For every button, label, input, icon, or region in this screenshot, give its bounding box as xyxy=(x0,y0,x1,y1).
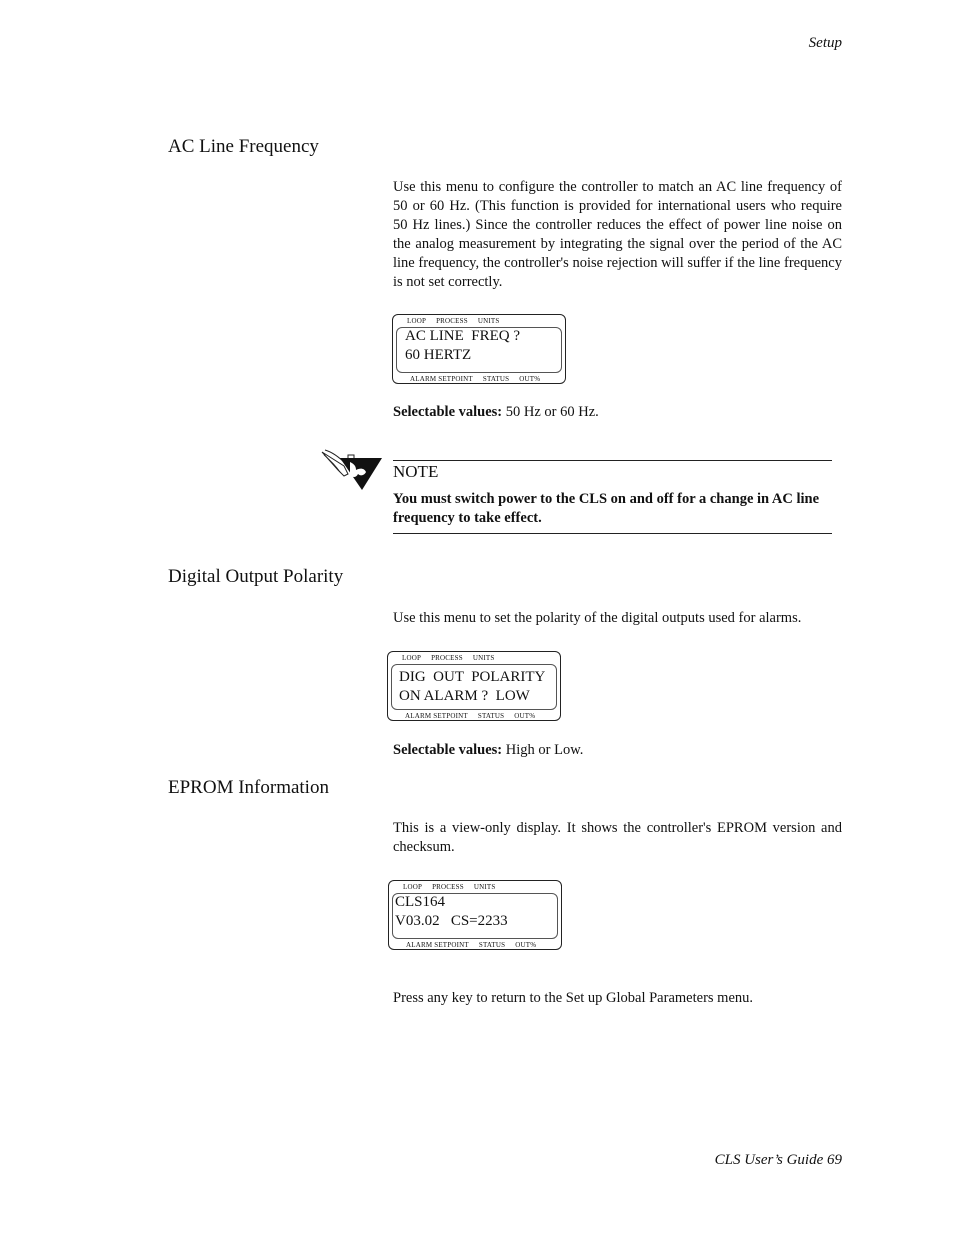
lcd-label-out: OUT% xyxy=(515,941,537,949)
lcd-line-1: DIG OUT POLARITY xyxy=(399,669,546,685)
closing-instruction: Press any key to return to the Set up Global Parameters menu. xyxy=(393,990,754,1006)
lcd-label-process: PROCESS xyxy=(436,317,468,325)
digital-output-polarity-body: Use this menu to set the polarity of the digital outputs used for alarms. xyxy=(393,610,802,626)
lcd-display-ac-line-freq xyxy=(392,314,566,384)
lcd-bottom-labels xyxy=(405,712,545,720)
note-bottom-rule xyxy=(393,533,832,534)
selectable-value-text: High or Low. xyxy=(502,742,584,758)
lcd-screen xyxy=(391,664,557,710)
lcd-label-status: STATUS xyxy=(478,941,506,949)
lcd-display-eprom xyxy=(388,880,562,950)
lcd-line-2: ON ALARM ? LOW xyxy=(399,688,530,704)
lcd-bottom-labels xyxy=(406,941,546,949)
note-top-rule xyxy=(393,460,832,461)
section-title-ac-line-frequency: AC Line Frequency xyxy=(168,136,319,157)
lcd-label-units: UNITS xyxy=(473,883,496,891)
lcd-label-alarm-setpoint: ALARM SETPOINT xyxy=(410,375,473,383)
lcd-top-labels xyxy=(402,654,504,662)
lcd-label-units: UNITS xyxy=(472,654,495,662)
lcd-label-alarm-setpoint: ALARM SETPOINT xyxy=(406,941,469,949)
selectable-values-ac xyxy=(393,404,599,421)
lcd-label-loop: LOOP xyxy=(402,654,422,662)
eprom-information-body: This is a view-only display. It shows the controller's EPROM version and checksum. xyxy=(393,820,842,855)
lcd-label-units: UNITS xyxy=(477,317,500,325)
note-hand-pointer-icon xyxy=(320,446,384,497)
lcd-screen xyxy=(396,327,562,373)
page-footer: CLS User’s Guide 69 xyxy=(714,1152,842,1168)
selectable-value-text: 50 Hz or 60 Hz. xyxy=(502,404,599,420)
lcd-label-process: PROCESS xyxy=(431,654,463,662)
lcd-line-1: AC LINE FREQ ? xyxy=(405,328,520,344)
lcd-label-alarm-setpoint: ALARM SETPOINT xyxy=(405,712,468,720)
lcd-label-status: STATUS xyxy=(482,375,510,383)
selectable-label: Selectable values: xyxy=(393,404,503,420)
lcd-label-status: STATUS xyxy=(477,712,505,720)
lcd-label-out: OUT% xyxy=(514,712,536,720)
lcd-line-1: CLS164 xyxy=(395,894,446,910)
lcd-label-loop: LOOP xyxy=(403,883,423,891)
section-title-eprom-information: EPROM Information xyxy=(168,777,329,798)
lcd-line-2: 60 HERTZ xyxy=(405,347,472,363)
lcd-display-dig-out-polarity xyxy=(387,651,561,721)
ac-line-frequency-body: Use this menu to configure the controller to match an AC line frequency of 50 or 60 Hz. (This function is provided for international users who require 50 Hz lines.) Since the controller reduces the effect of power line noise on the analog measurement by integrating the signal over the period of the AC line frequency, the controller's noise rejection will suffer if the line frequency is not set correctly. xyxy=(393,179,842,290)
selectable-label: Selectable values: xyxy=(393,742,503,758)
lcd-label-process: PROCESS xyxy=(432,883,464,891)
lcd-bottom-labels xyxy=(410,375,550,383)
selectable-values-polarity xyxy=(393,742,583,759)
section-title-digital-output-polarity: Digital Output Polarity xyxy=(168,566,344,587)
lcd-label-loop: LOOP xyxy=(407,317,427,325)
lcd-line-2: V03.02 CS=2233 xyxy=(395,913,508,929)
lcd-top-labels xyxy=(407,317,509,325)
running-header: Setup xyxy=(808,35,842,51)
note-title: NOTE xyxy=(393,462,439,481)
lcd-screen xyxy=(392,893,558,939)
lcd-top-labels xyxy=(403,883,505,891)
lcd-label-out: OUT% xyxy=(519,375,541,383)
note-text: You must switch power to the CLS on and off for a change in AC line frequency to take effect. xyxy=(393,491,820,526)
